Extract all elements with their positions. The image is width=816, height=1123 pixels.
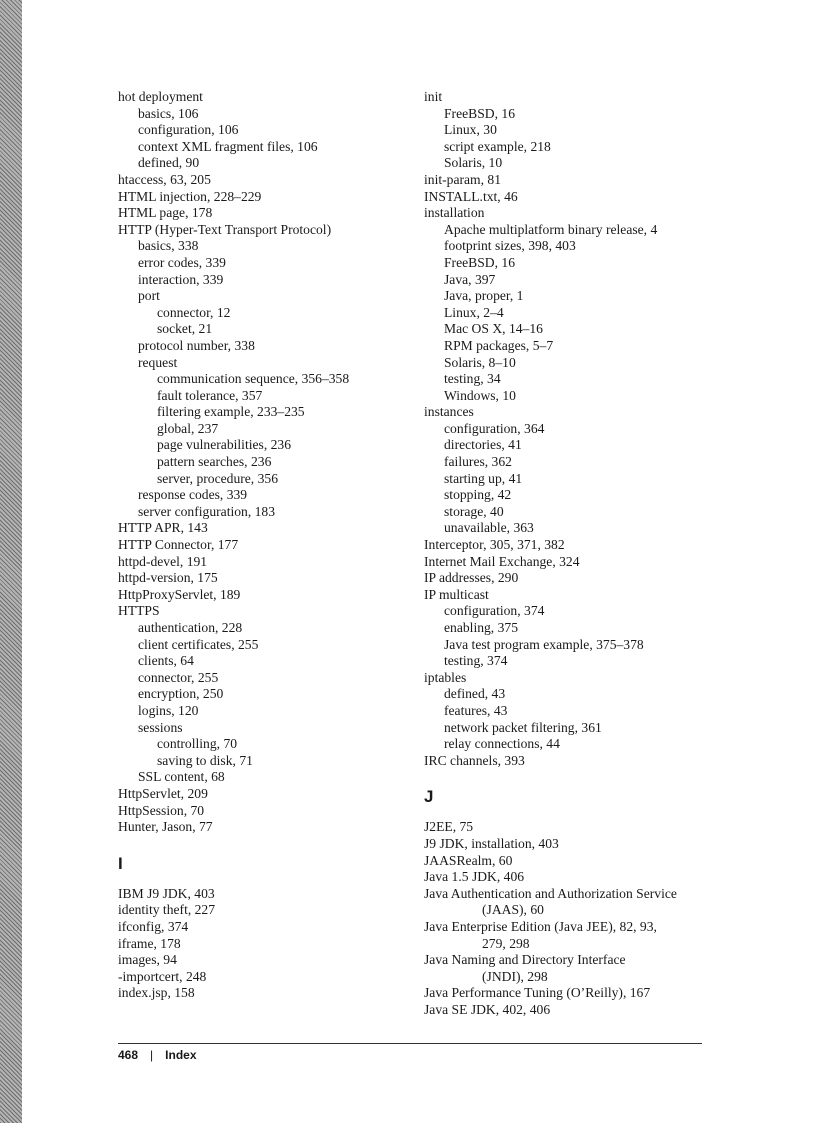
index-entry-continuation: (JAAS), 60 [482,902,544,918]
index-subentry: server, procedure, 356 [157,470,278,486]
index-subentry: starting up, 41 [444,470,523,486]
index-entry-continuation: (JNDI), 298 [482,968,548,984]
index-subentry: encryption, 250 [138,686,224,702]
index-entry: installation [424,205,485,221]
index-entry: -importcert, 248 [118,968,207,984]
index-subentry: unavailable, 363 [444,520,534,536]
index-subentry: SSL content, 68 [138,769,225,785]
index-subentry: Solaris, 10 [444,155,503,171]
index-subentry: socket, 21 [157,321,213,337]
index-subentry: client certificates, 255 [138,636,259,652]
scanned-page-edge [0,0,22,1123]
index-subentry: directories, 41 [444,437,522,453]
index-subentry: clients, 64 [138,653,194,669]
index-subentry: sessions [138,719,183,735]
index-subentry: communication sequence, 356–358 [157,371,350,387]
index-entry: IBM J9 JDK, 403 [118,885,215,901]
index-subentry: Linux, 30 [444,122,497,138]
index-entry: Java Authentication and Authorization Service [424,885,677,901]
index-entries [424,819,714,1018]
index-column-left [118,89,408,1002]
index-entry: HttpServlet, 209 [118,785,208,801]
index-subentry: authentication, 228 [138,620,243,635]
index-entry: IRC channels, 393 [424,752,525,768]
index-subentry: request [138,354,178,370]
index-subentry: response codes, 339 [138,487,248,503]
index-entry: HTML injection, 228–229 [118,188,262,204]
index-subentry: RPM packages, 5–7 [444,337,554,353]
section-letter-j: J [424,787,434,807]
index-entries [118,89,408,836]
index-entry: HTML page, 178 [118,205,213,221]
index-entry: IP multicast [424,586,489,602]
index-entry: IP addresses, 290 [424,570,519,586]
index-subentry: Java test program example, 375–378 [444,636,644,652]
index-entry: init-param, 81 [424,171,502,187]
index-entry: Java SE JDK, 402, 406 [424,1001,551,1017]
index-subentry: configuration, 374 [444,603,545,619]
index-entry: Hunter, Jason, 77 [118,819,213,835]
index-subentry: configuration, 364 [444,420,545,436]
index-subentry: server configuration, 183 [138,503,276,519]
index-subentry: interaction, 339 [138,271,224,287]
index-subentry: Solaris, 8–10 [444,354,516,370]
index-entry: Interceptor, 305, 371, 382 [424,537,565,553]
index-subentry: Java, 397 [444,271,496,287]
index-subentry: Linux, 2–4 [444,304,504,320]
index-subentry: testing, 374 [444,653,508,669]
index-subentry: filtering example, 233–235 [157,404,305,420]
index-entry: Java Naming and Directory Interface [424,952,626,968]
index-entries [118,886,408,1002]
index-subentry: global, 237 [157,420,219,436]
index-entry: HttpSession, 70 [118,802,205,818]
index-subentry: stopping, 42 [444,487,512,503]
index-subentry: connector, 255 [138,669,219,685]
index-entry: Java 1.5 JDK, 406 [424,869,525,885]
index-entry: iptables [424,669,467,685]
index-subentry: protocol number, 338 [138,337,255,353]
index-subentry: relay connections, 44 [444,736,560,752]
footer-rule [118,1043,702,1044]
index-entry: identity theft, 227 [118,902,216,918]
index-subentry: port [138,288,160,304]
index-entry: htaccess, 63, 205 [118,171,211,187]
index-subentry: features, 43 [444,702,508,718]
index-entry: httpd-version, 175 [118,570,218,586]
index-subentry: context XML fragment files, 106 [138,138,318,154]
index-entry: iframe, 178 [118,935,181,951]
index-subentry: enabling, 375 [444,620,518,635]
index-subentry: testing, 34 [444,371,501,387]
index-subentry: logins, 120 [138,702,199,718]
index-entry: ifconfig, 374 [118,918,189,934]
index-subentry: error codes, 339 [138,254,226,270]
index-entry: HTTPS [118,603,160,619]
index-entry: instances [424,404,474,420]
footer-separator: | [150,1048,154,1062]
page-footer [118,1048,197,1062]
index-subentry: footprint sizes, 398, 403 [444,238,576,254]
index-subentry: script example, 218 [444,138,551,154]
index-subentry: connector, 12 [157,304,231,320]
index-entry-continuation: 279, 298 [482,935,530,951]
index-subentry: network packet filtering, 361 [444,719,602,735]
index-subentry: failures, 362 [444,454,512,470]
index-entry: Internet Mail Exchange, 324 [424,553,580,569]
index-entry: init [424,89,443,104]
page-number: 468 [118,1048,139,1062]
index-subentry: Mac OS X, 14–16 [444,321,543,337]
index-entry: index.jsp, 158 [118,985,195,1001]
index-entry: HTTP (Hyper-Text Transport Protocol) [118,221,332,237]
index-subentry: pattern searches, 236 [157,454,272,470]
index-subentry: storage, 40 [444,503,504,519]
footer-label: Index [165,1048,197,1062]
index-subentry: controlling, 70 [157,736,238,752]
index-entry: images, 94 [118,952,177,968]
index-entry: HTTP APR, 143 [118,520,208,536]
index-entry: INSTALL.txt, 46 [424,188,518,204]
index-column-right [424,89,714,1018]
index-subentry: FreeBSD, 16 [444,105,515,121]
index-entry: J2EE, 75 [424,819,474,835]
index-subentry: page vulnerabilities, 236 [157,437,292,453]
index-entry: Java Enterprise Edition (Java JEE), 82, 93, [424,918,657,934]
index-subentry: configuration, 106 [138,122,239,138]
index-entry: httpd-devel, 191 [118,553,208,569]
index-subentry: Java, proper, 1 [444,288,524,304]
index-subentry: fault tolerance, 357 [157,387,263,403]
index-entry: JAASRealm, 60 [424,852,513,868]
index-subentry: basics, 106 [138,105,199,121]
index-subentry: Windows, 10 [444,387,516,403]
index-entry: J9 JDK, installation, 403 [424,835,559,851]
index-entry: hot deployment [118,89,203,104]
index-subentry: basics, 338 [138,238,199,254]
index-subentry: saving to disk, 71 [157,752,253,768]
index-subentry: Apache multiplatform binary release, 4 [444,221,658,237]
section-letter-i: I [118,853,123,873]
index-entry: HttpProxyServlet, 189 [118,586,241,602]
index-entry: Java Performance Tuning (O’Reilly), 167 [424,985,651,1001]
index-subentry: FreeBSD, 16 [444,254,515,270]
index-entry: HTTP Connector, 177 [118,537,239,553]
index-subentry: defined, 43 [444,686,506,702]
index-subentry: defined, 90 [138,155,200,171]
index-entries [424,89,714,769]
